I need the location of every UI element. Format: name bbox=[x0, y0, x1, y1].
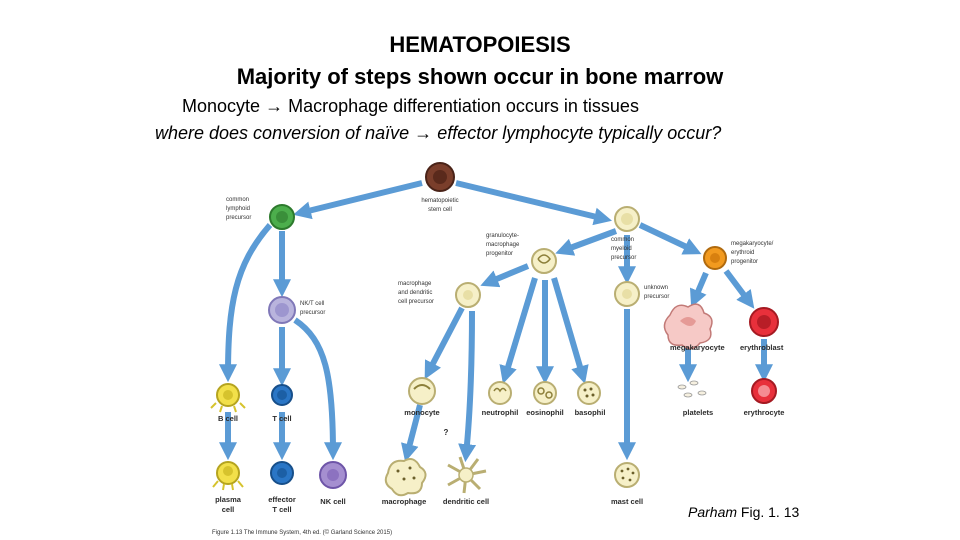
svg-text:plasmacell bbox=[215, 495, 242, 514]
label-b-cell: B cell bbox=[217, 414, 239, 423]
arrow-mdc-to-dendritic bbox=[466, 311, 472, 455]
arrow-gmp-to-basophil bbox=[554, 278, 583, 377]
cell-basophil bbox=[575, 382, 606, 417]
label-basophil: basophil bbox=[574, 408, 606, 417]
label-mdc-2: and dendritic bbox=[398, 290, 433, 296]
label-t-cell: T cell bbox=[272, 414, 292, 423]
cell-common-lymphoid-precursor bbox=[226, 197, 294, 229]
note-monocyte-macrophage bbox=[182, 96, 639, 117]
label-erythrocyte: erythrocyte bbox=[743, 408, 785, 417]
label-plasma-1: plasma bbox=[215, 495, 241, 504]
label-mast-cell: mast cell bbox=[610, 497, 644, 506]
svg-text:hematopoieticstem cell bbox=[421, 198, 458, 213]
cell-mast-cell bbox=[611, 463, 643, 506]
arrow-symbol: → bbox=[414, 123, 433, 143]
label-dendritic-cell: dendritic cell bbox=[442, 497, 490, 506]
label-unknown-1: unknown bbox=[644, 285, 669, 291]
cell-b-cell bbox=[211, 384, 245, 423]
arrow-mep-to-erythroblast bbox=[726, 271, 750, 303]
label-cmp-2: myeloid bbox=[611, 246, 632, 252]
citation bbox=[688, 504, 799, 520]
cell-dendritic-cell bbox=[443, 457, 489, 506]
label-gmp-2: macrophage bbox=[486, 242, 520, 248]
svg-text:unknownprecursor bbox=[644, 285, 669, 300]
cell-megakaryocyte-erythroid-progenitor bbox=[704, 241, 774, 269]
citation-figure: Fig. 1. 13 bbox=[737, 504, 800, 520]
label-mep-2: erythroid bbox=[731, 250, 755, 256]
label-megakaryocyte: megakaryocyte bbox=[670, 343, 725, 352]
cell-erythrocyte bbox=[744, 379, 785, 417]
cell-megakaryocyte bbox=[664, 304, 724, 352]
label-plasma-2: cell bbox=[221, 505, 235, 514]
label-nkt-2: precursor bbox=[300, 310, 326, 316]
label-cmp-3: precursor bbox=[611, 255, 637, 261]
label-question-mark: ? bbox=[443, 428, 449, 437]
arrow-stem-to-cmp bbox=[456, 183, 605, 219]
label-unknown-2: precursor bbox=[644, 294, 670, 300]
svg-text:commonlymphoidprecursor bbox=[226, 197, 251, 221]
cell-eosinophil bbox=[526, 382, 564, 417]
question-part-b: effector lymphocyte typically occur? bbox=[437, 123, 722, 143]
label-monocyte: monocyte bbox=[404, 408, 440, 417]
cell-macrophage bbox=[382, 459, 427, 506]
label-clp-1: common bbox=[226, 197, 250, 203]
label-nkt-1: NK/T cell bbox=[300, 301, 325, 307]
cell-unknown-precursor bbox=[615, 282, 669, 306]
label-stem-2: stem cell bbox=[428, 207, 452, 213]
question-part-a: where does conversion of naïve bbox=[155, 123, 410, 143]
label-mep-3: progenitor bbox=[731, 259, 759, 265]
label-mep-1: megakaryocyte/ bbox=[731, 241, 774, 247]
cell-macrophage-dendritic-precursor bbox=[398, 281, 480, 307]
arrow-mep-to-megakaryocyte bbox=[694, 273, 706, 301]
arrow-clp-to-bcell bbox=[228, 225, 270, 375]
label-eosinophil: eosinophil bbox=[526, 408, 564, 417]
cell-nk-cell bbox=[320, 462, 346, 506]
label-mdc-1: macrophage bbox=[398, 281, 432, 287]
label-mdc-3: cell precursor bbox=[398, 299, 435, 305]
label-erythroblast: erythroblast bbox=[740, 343, 784, 352]
cell-effector-t-cell bbox=[268, 462, 296, 514]
arrow-stem-to-clp bbox=[300, 183, 422, 213]
label-effector-1: effector bbox=[268, 495, 296, 504]
question-lymphocyte-conversion bbox=[155, 123, 721, 144]
label-gmp-1: granulocyte- bbox=[486, 233, 520, 239]
cell-t-cell bbox=[272, 385, 292, 423]
arrow-symbol: → bbox=[265, 96, 284, 116]
label-cmp-1: common bbox=[611, 237, 635, 243]
label-macrophage: macrophage bbox=[381, 497, 427, 506]
label-effector-2: T cell bbox=[272, 505, 292, 514]
arrow-cmp-to-gmp bbox=[562, 231, 616, 251]
hematopoiesis-diagram bbox=[200, 155, 825, 540]
arrow-nkt-to-nkcell bbox=[295, 320, 333, 453]
note-term-b: Macrophage differentiation occurs in tissues bbox=[288, 96, 639, 116]
svg-text:megakaryocyte/erythroidprogeni bbox=[731, 241, 774, 265]
arrow-gmp-to-mdc bbox=[487, 266, 528, 283]
cell-erythroblast bbox=[740, 308, 784, 352]
svg-text:granulocyte-macrophageprogenit bbox=[486, 233, 520, 257]
citation-author: Parham bbox=[688, 504, 738, 520]
label-platelets: platelets bbox=[682, 408, 714, 417]
arrow-cmp-to-mep bbox=[640, 225, 695, 251]
label-gmp-3: progenitor bbox=[486, 251, 514, 257]
label-clp-3: precursor bbox=[226, 215, 252, 221]
page-title: HEMATOPOIESIS bbox=[389, 32, 571, 57]
cell-hematopoietic-stem bbox=[421, 163, 458, 213]
page-subtitle: Majority of steps shown occur in bone marrow bbox=[236, 64, 724, 89]
label-nk-cell: NK cell bbox=[320, 497, 346, 506]
svg-text:effectorT cell bbox=[268, 495, 296, 514]
cell-platelets bbox=[678, 381, 713, 417]
svg-text:NK/T cellprecursor bbox=[300, 301, 325, 316]
arrow-mdc-to-monocyte bbox=[428, 308, 462, 373]
note-term-a: Monocyte bbox=[182, 96, 261, 116]
svg-text:commonmyeloidprecursor bbox=[611, 237, 636, 261]
arrow-gmp-to-neutrophil bbox=[505, 278, 535, 377]
label-neutrophil: neutrophil bbox=[481, 408, 519, 417]
label-stem-1: hematopoietic bbox=[421, 198, 459, 204]
label-clp-2: lymphoid bbox=[226, 206, 251, 212]
figure-caption: Figure 1.13 The Immune System, 4th ed. (© Garland Science 2015) bbox=[212, 530, 393, 536]
cell-neutrophil bbox=[482, 382, 519, 417]
cell-plasma-cell bbox=[213, 462, 243, 514]
svg-text:macrophageand dendriticcell pr bbox=[398, 281, 434, 305]
